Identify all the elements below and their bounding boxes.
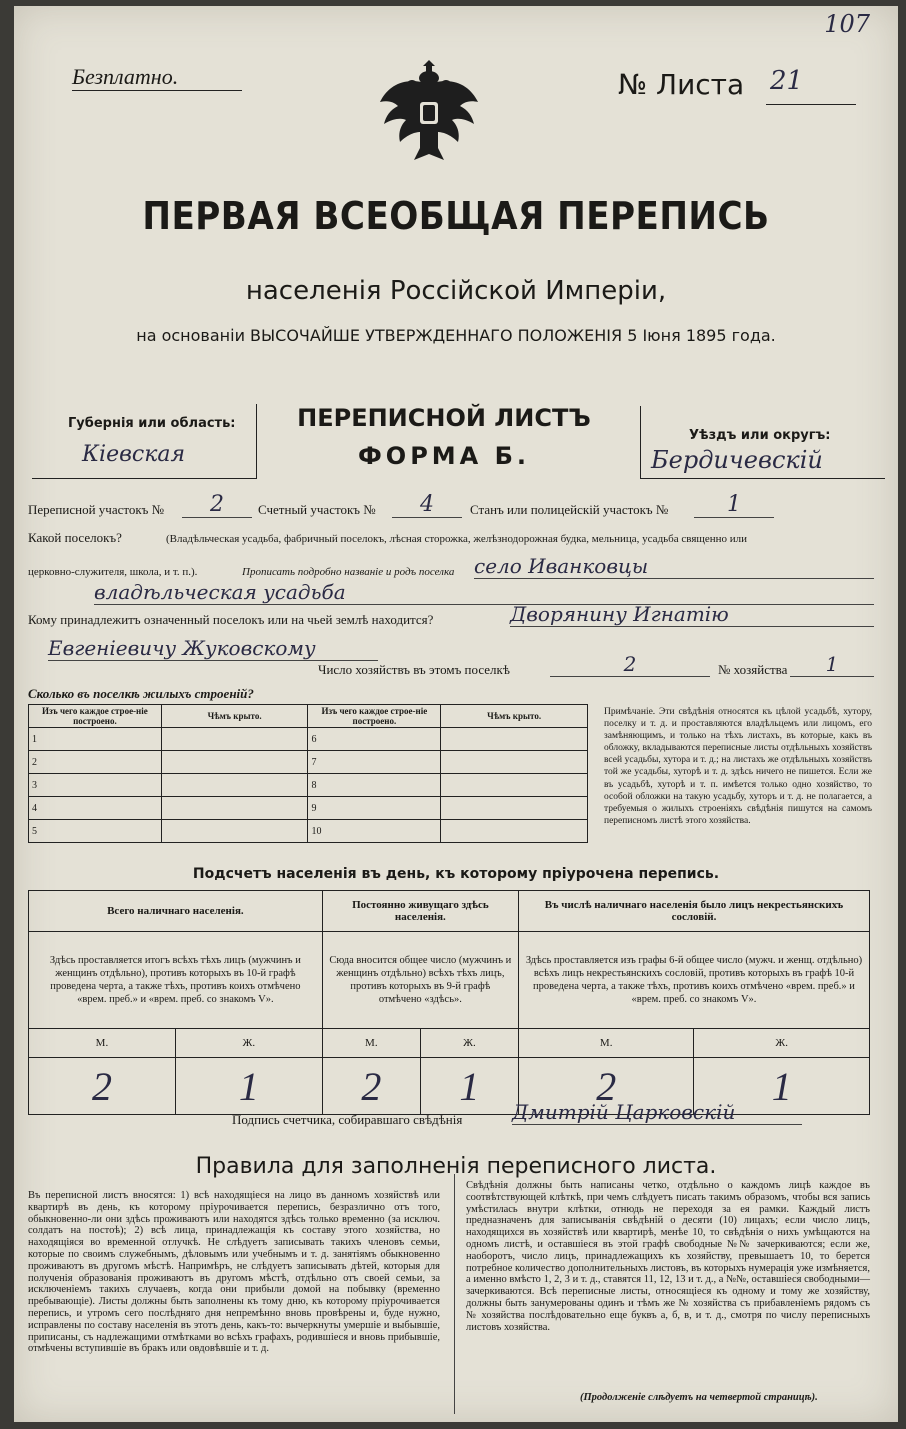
signature-label: Подпись счетчика, собиравшаго свѣдѣнія bbox=[232, 1112, 463, 1127]
buildings-cell[interactable] bbox=[161, 728, 308, 751]
pop-f-label: Ж. bbox=[420, 1029, 518, 1058]
document-subtitle: населенія Россійской Имперіи, bbox=[245, 276, 667, 306]
buildings-cell[interactable] bbox=[441, 774, 588, 797]
sheet-number-value: 21 bbox=[770, 66, 804, 96]
rules-left-column: Въ переписной листъ вносятся: 1) всѣ находящіеся на лицо въ данномъ хозяйствѣ или квартирѣ въ день, къ которому пріурочивается перепись, безразлично отъ того, обыкновенно-ли они здѣсь проживаютъ или находятся здѣсь только временно (за исключ. солдатъ на постоѣ); 2) всѣ лица, принадлежащія къ составу этого хозяйства, но находящіяся во временной отлучкѣ. Не слѣдуетъ записывать такихъ членовъ семьи, которые по своимъ служебнымъ, дѣловымъ или учебнымъ и т. д. занятіямъ обыкновенно проживаютъ въ другомъ мѣстѣ. Напримѣръ, не слѣдуетъ записывать дѣтей, которыя для полученія образованія проживаютъ въ другомъ мѣстѣ, отдѣльно отъ своей семьи, за исключеніемъ такихъ случаевъ, когда они прибыли домой на побывку (временно пребывающіе). Листы должны быть заполнены къ тому дню, къ которому пріурочивается перепись, и утромъ сего послѣдняго дня непремѣнно вновь провѣрены и, буде нужно, исправлены по составу населенія въ этотъ день, какъ-то: вычеркнуты умершіе и выбывшіе, приписаны, съ надлежащими отмѣтками во всѣхъ графахъ, родившіеся и вновь прибывшіе, отмѣчены вступившіе въ бракъ или овдовѣвшіе и т. д. bbox=[28, 1190, 440, 1355]
pop-f-label: Ж. bbox=[175, 1029, 322, 1058]
pop-total-m-value[interactable]: 2 bbox=[29, 1058, 176, 1115]
buildings-row-num: 1 bbox=[29, 728, 162, 751]
rules-title: Правила для заполненія переписного листа. bbox=[195, 1154, 717, 1179]
households-count-value[interactable]: 2 bbox=[550, 652, 710, 677]
settlement-hint-1: (Владѣльческая усадьба, фабричный поселокъ, лѣсная сторожка, желѣзнодорожная будка, мельница, усадьба священно или bbox=[166, 533, 748, 545]
pop-header-permanent: Постоянно живущаго здѣсь населенія. bbox=[322, 891, 518, 932]
buildings-row-num: 10 bbox=[308, 820, 441, 843]
pop-nonpeasant-m-value[interactable]: 2 bbox=[518, 1058, 693, 1115]
document-title: ПЕРВАЯ ВСЕОБЩАЯ ПЕРЕПИСЬ bbox=[142, 194, 770, 238]
pop-f-label: Ж. bbox=[694, 1029, 870, 1058]
legal-basis-line: на основаніи ВЫСОЧАЙШЕ УТВЕРЖДЕННАГО ПОЛОЖЕНІЯ 5 Іюня 1895 года. bbox=[136, 326, 776, 345]
precinct-label: Переписной участокъ № bbox=[28, 502, 165, 517]
buildings-col-roof-2: Чѣмъ крыто. bbox=[441, 705, 588, 728]
pop-desc-total: Здѣсь проставляется итогъ всѣхъ тѣхъ лицъ (мужчинъ и женщинъ отдѣльно), противъ которыхъ въ 10-й графѣ проведена черта, а также тѣхъ, противъ коихъ отмѣчено «врем. преб.» и «врем. преб. со знакомъ V». bbox=[29, 932, 323, 1029]
owner-value-2[interactable]: Евгеніевичу Жуковскому bbox=[48, 636, 378, 661]
population-title: Подсчетъ населенія въ день, къ которому пріурочена перепись. bbox=[192, 866, 720, 882]
police-precinct-value[interactable]: 1 bbox=[694, 492, 774, 518]
archive-page-number: 107 bbox=[824, 10, 870, 38]
buildings-row-num: 8 bbox=[308, 774, 441, 797]
household-number-label: № хозяйства bbox=[718, 662, 788, 677]
pop-m-label: М. bbox=[518, 1029, 693, 1058]
buildings-row-num: 4 bbox=[29, 797, 162, 820]
buildings-row-num: 2 bbox=[29, 751, 162, 774]
buildings-col-roof: Чѣмъ крыто. bbox=[161, 705, 308, 728]
population-table bbox=[28, 890, 870, 1115]
pop-permanent-f-value[interactable]: 1 bbox=[420, 1058, 518, 1115]
buildings-cell[interactable] bbox=[161, 820, 308, 843]
buildings-title: Сколько въ поселкѣ жилыхъ строеній? bbox=[28, 686, 254, 701]
buildings-cell[interactable] bbox=[161, 751, 308, 774]
settlement-value-2[interactable]: владѣльческая усадьба bbox=[94, 580, 874, 605]
sheet-number-label: № Листа bbox=[618, 68, 745, 101]
pop-m-label: М. bbox=[322, 1029, 420, 1058]
free-underline bbox=[72, 90, 242, 91]
pop-desc-permanent: Сюда вносится общее число (мужчинъ и женщинъ отдѣльно) всѣхъ тѣхъ лицъ, противъ которыхъ въ 9-й графѣ отмѣчено «здѣсь». bbox=[322, 932, 518, 1029]
buildings-cell[interactable] bbox=[161, 797, 308, 820]
district-value[interactable]: Бердичевскій bbox=[651, 446, 823, 474]
buildings-note: Примѣчаніе. Эти свѣдѣнія относятся къ цѣлой усадьбѣ, хутору, поселку и т. д. и проставляются владѣльцемъ или лицомъ, его замѣняющимъ, и только на тѣхъ листахъ, въ которые, какъ въ обложку, вкладываются переписные листы отдѣльныхъ хозяйствъ всей усадьбы, хутора и т. д.; на листахъ же отдѣльныхъ хозяйствъ той же усадьбы, хуторѣ и т. д. здѣсь ничего не пишется. Если же въ усадьбѣ, хуторѣ и т. п. имѣется только одно хозяйство, то особой обложки на такую усадьбу, хуторъ и т. д. не полагается, а требуемыя о жилыхъ строеніяхъ свѣдѣнія пишутся на самомъ переписномъ листѣ этого хозяйства. bbox=[604, 707, 872, 826]
rules-continued: (Продолженіе слѣдуетъ на четвертой страницѣ). bbox=[580, 1392, 818, 1403]
pop-header-nonpeasant: Въ числѣ наличнаго населенія было лицъ некрестьянскихъ сословій. bbox=[518, 891, 869, 932]
settlement-question: Какой поселокъ? bbox=[28, 530, 122, 545]
precinct-value[interactable]: 2 bbox=[182, 492, 252, 518]
buildings-row-num: 9 bbox=[308, 797, 441, 820]
settlement-hint-3: Прописать подробно названіе и родъ поселка bbox=[242, 566, 455, 578]
buildings-row-num: 6 bbox=[308, 728, 441, 751]
buildings-cell[interactable] bbox=[441, 820, 588, 843]
buildings-table bbox=[28, 704, 588, 843]
pop-header-total: Всего наличнаго населенія. bbox=[29, 891, 323, 932]
household-number-value[interactable]: 1 bbox=[790, 652, 874, 677]
sheet-title: ПЕРЕПИСНОЙ ЛИСТЪ bbox=[297, 404, 591, 432]
settlement-value-1[interactable]: село Иванковцы bbox=[474, 554, 874, 579]
count-precinct-label: Счетный участокъ № bbox=[258, 502, 376, 517]
district-label: Уѣздъ или округъ: bbox=[689, 428, 831, 443]
free-label: Безплатно. bbox=[72, 64, 179, 89]
buildings-row-num: 3 bbox=[29, 774, 162, 797]
form-title: ФОРМА Б. bbox=[357, 442, 530, 470]
pop-total-f-value[interactable]: 1 bbox=[175, 1058, 322, 1115]
province-label: Губернія или область: bbox=[68, 416, 236, 431]
pop-desc-nonpeasant: Здѣсь проставляется изъ графы 6-й общее число (мужч. и женщ. отдѣльно) всѣхъ лицъ некрестьянскихъ сословій, противъ которыхъ въ графѣ 10-й проведена черта, а также тѣхъ, противъ коихъ отмѣчено «врем. преб.» и «врем. преб. со знакомъ V». bbox=[518, 932, 869, 1029]
sheet-number-underline bbox=[766, 104, 856, 105]
buildings-cell[interactable] bbox=[441, 728, 588, 751]
pop-permanent-m-value[interactable]: 2 bbox=[322, 1058, 420, 1115]
buildings-row-num: 7 bbox=[308, 751, 441, 774]
double-headed-eagle-emblem-icon bbox=[374, 56, 484, 166]
rules-divider bbox=[454, 1174, 455, 1414]
buildings-row-num: 5 bbox=[29, 820, 162, 843]
pop-m-label: М. bbox=[29, 1029, 176, 1058]
owner-question: Кому принадлежитъ означенный поселокъ или на чьей землѣ находится? bbox=[28, 612, 434, 627]
rules-right-column: Свѣдѣнія должны быть написаны четко, отдѣльно о каждомъ лицѣ каждое въ соотвѣтствующей клѣткѣ, при чемъ слѣдуетъ писать такимъ образомъ, чтобы вся запись умѣстилась внутри клѣтки, отнюдь не переходя за ея рамки. Каждый листъ предназначенъ для записыванія свѣдѣній о десяти (10) лицахъ; если число лицъ, находящихся въ хозяйствѣ или квартирѣ, менѣе 10, то свѣдѣнія о нихъ умѣщаются на одномъ листѣ, и оставшіеся въ этой графѣ свободные №№ зачеркиваются; если же, наоборотъ, число лицъ, принадлежащихъ къ хозяйству, превышаетъ 10, то берется потребное количество дополнительныхъ листовъ, въ которыхъ нумерація уже измѣняется, а именно вмѣсто 1, 2, 3 и т. д., ставятся 11, 12, 13 и т. д., а №№, оставшіеся свободными—зачеркиваются. Всѣ переписные листы, относящіеся къ одному и тому же хозяйству, должны быть занумерованы одинъ и тѣмъ же № хозяйства съ прибавленіемъ рядомъ съ № хозяйства послѣдовательно еще буквъ а, б, в, и т. д., смотря по числу переписныхъ листовъ хозяйства. bbox=[466, 1180, 870, 1333]
buildings-cell[interactable] bbox=[161, 774, 308, 797]
signature-value[interactable]: Дмитрій Царковскій bbox=[512, 1100, 802, 1125]
buildings-cell[interactable] bbox=[441, 797, 588, 820]
province-box bbox=[32, 404, 257, 479]
census-form-page bbox=[14, 6, 898, 1422]
households-count-label: Число хозяйствъ въ этомъ поселкѣ bbox=[318, 662, 510, 677]
district-box bbox=[640, 406, 885, 479]
province-value[interactable]: Кіевская bbox=[82, 442, 186, 467]
pop-nonpeasant-f-value[interactable]: 1 bbox=[694, 1058, 870, 1115]
buildings-cell[interactable] bbox=[441, 751, 588, 774]
police-precinct-label: Станъ или полицейскій участокъ № bbox=[470, 502, 669, 517]
owner-value-1[interactable]: Дворянину Игнатію bbox=[510, 602, 874, 627]
buildings-col-material: Изъ чего каждое строе-ніе построено. bbox=[29, 705, 162, 728]
settlement-hint-2: церковно-служителя, школа, и т. п.). bbox=[28, 566, 198, 578]
count-precinct-value[interactable]: 4 bbox=[392, 492, 462, 518]
buildings-col-material-2: Изъ чего каждое строе-ніе построено. bbox=[308, 705, 441, 728]
